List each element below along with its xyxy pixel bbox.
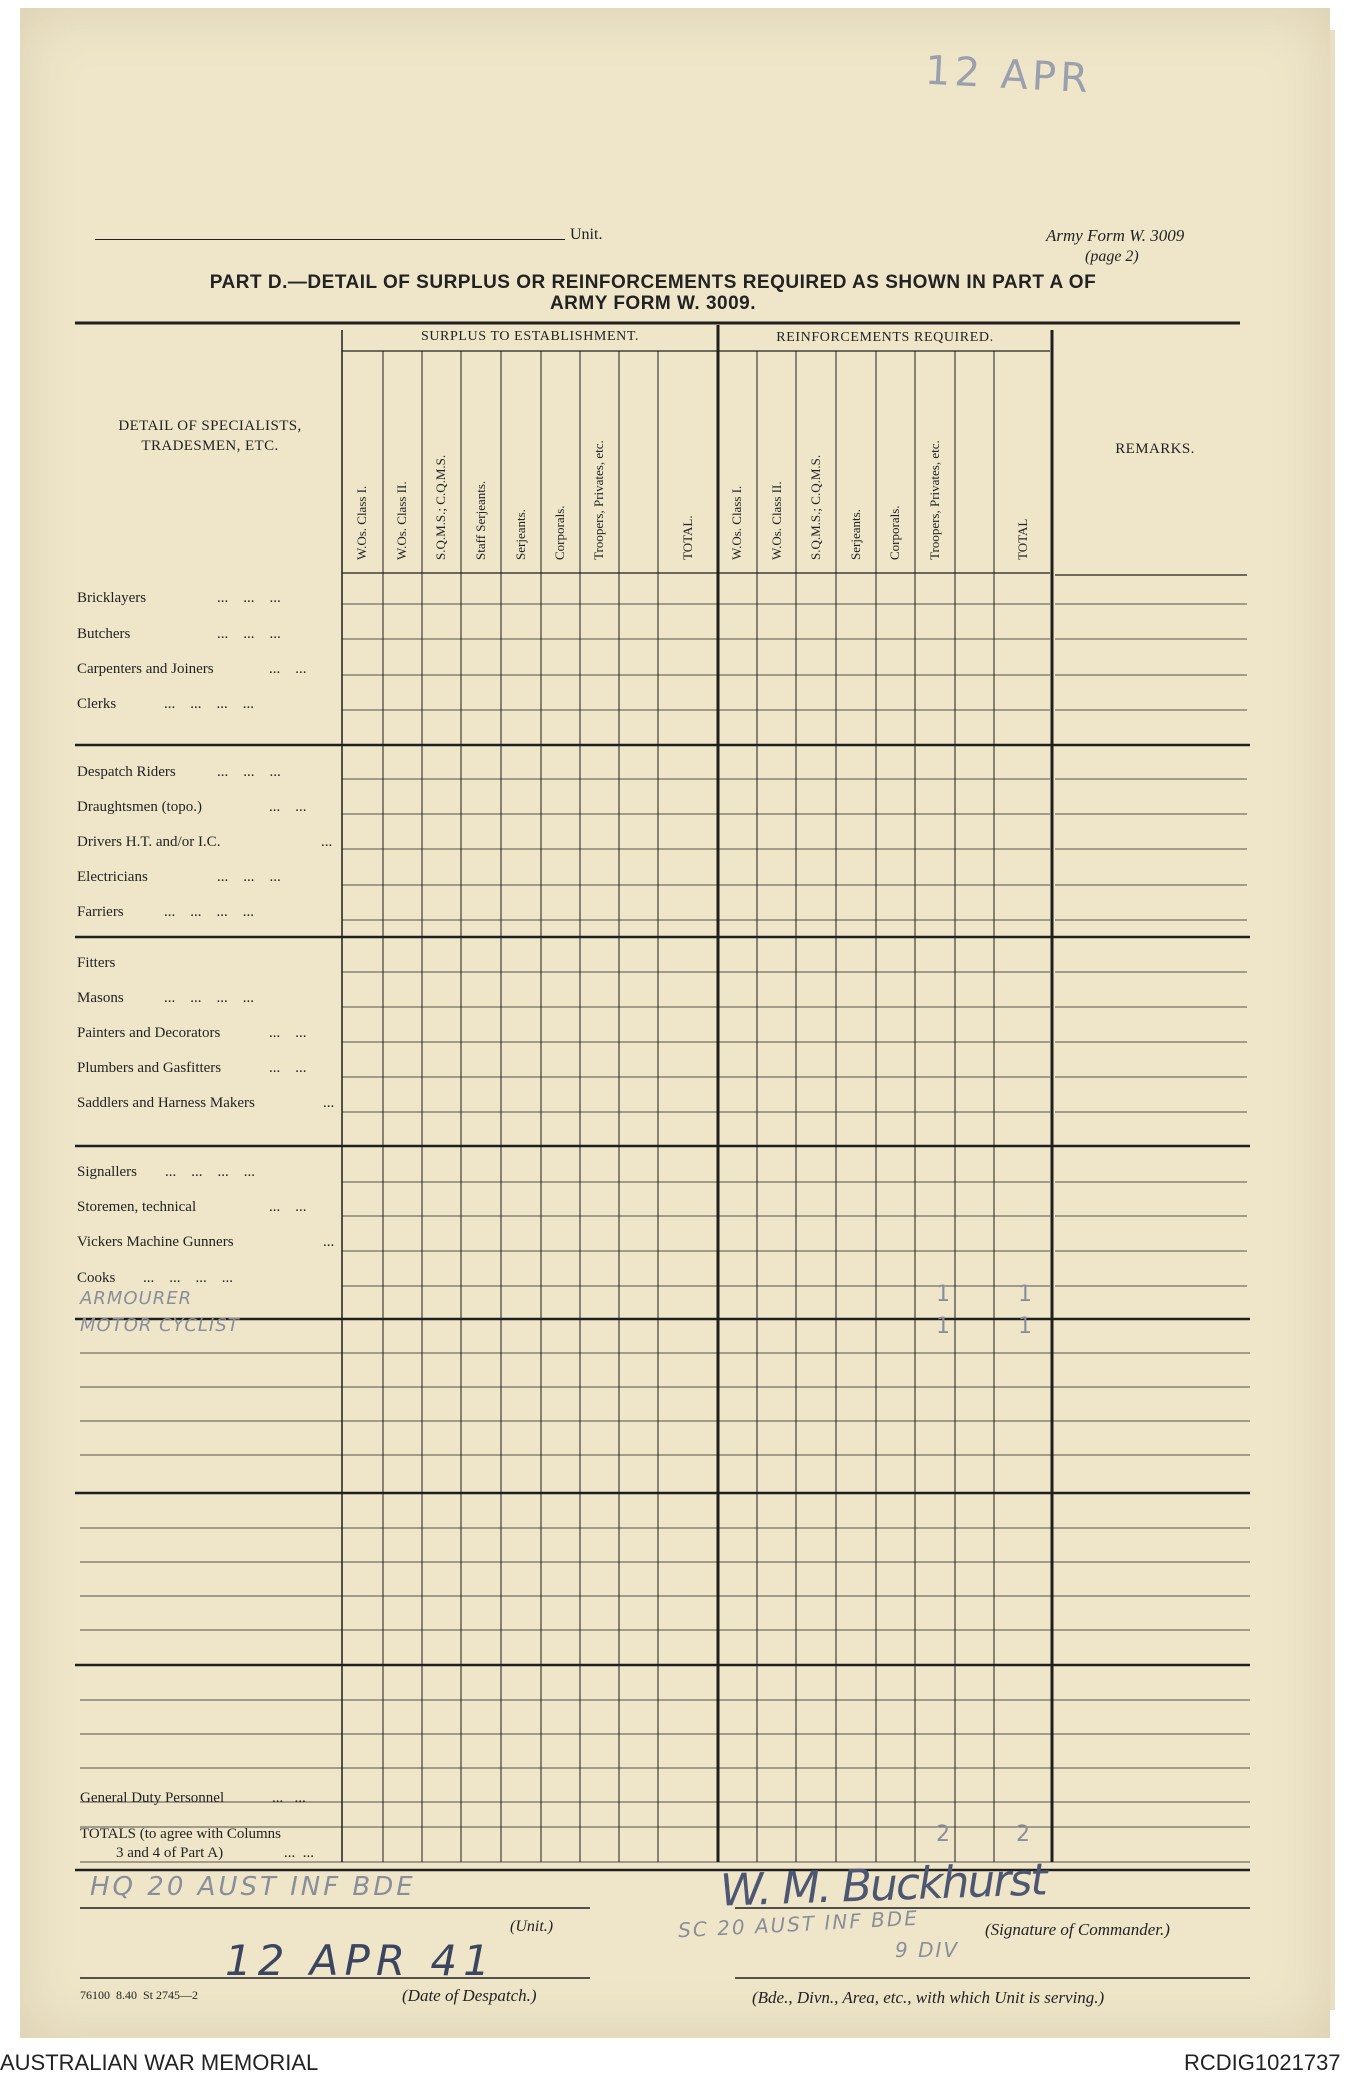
leader-dots: ... ... ... xyxy=(217,590,281,606)
row-label-vickers xyxy=(77,1234,335,1251)
row-label-plumbers xyxy=(77,1060,307,1077)
surplus-col-sqms: S.Q.M.S.; C.Q.M.S. xyxy=(433,454,448,560)
handwritten-cyclist-troopers: 1 xyxy=(936,1314,950,1339)
date-caption: (Date of Despatch.) xyxy=(402,1986,537,2005)
remarks-header: REMARKS. xyxy=(1115,441,1195,457)
leader-dots: ... ... xyxy=(269,1025,307,1041)
row-label-despatch-riders xyxy=(77,764,281,781)
reinf-col-troopers: Troopers, Privates, etc. xyxy=(927,440,942,560)
leader-dots: ... xyxy=(321,834,333,850)
handwritten-armourer-total: 1 xyxy=(1018,1282,1032,1307)
leader-dots: ... ... ... ... xyxy=(164,904,254,920)
print-code: 76100 8.40 St 2745—2 xyxy=(80,1988,199,2002)
date-stamp: 12 APR xyxy=(923,47,1093,103)
leader-dots: ... ... ... xyxy=(217,764,281,780)
row-label-painters xyxy=(77,1025,307,1042)
row-label-text: Masons xyxy=(77,990,124,1006)
row-label-text: Bricklayers xyxy=(77,590,147,606)
row-label-carpenters xyxy=(77,661,307,678)
row-label-text: Clerks xyxy=(77,696,117,712)
leader-dots: ... ... xyxy=(272,1790,306,1806)
leader-dots: ... ... ... ... xyxy=(164,990,254,1006)
reinf-col-total: TOTAL xyxy=(1015,518,1030,560)
handwritten-row-motor-cyclist: MOTOR CYCLIST xyxy=(80,1315,240,1336)
totals-total-value: 2 xyxy=(1016,1822,1030,1847)
row-label-clerks xyxy=(77,696,254,713)
credit-left: AUSTRALIAN WAR MEMORIAL xyxy=(0,2050,319,2075)
row-label-text: Draughtsmen (topo.) xyxy=(77,799,202,815)
row-label-text: Drivers H.T. and/or I.C. xyxy=(77,834,221,850)
formation-caption: (Bde., Divn., Area, etc., with which Unit is serving.) xyxy=(752,1988,1105,2007)
left-header-line1: DETAIL OF SPECIALISTS, xyxy=(118,418,302,434)
row-label-drivers xyxy=(77,834,333,851)
leader-dots: ... xyxy=(323,1095,335,1111)
row-label-text: Carpenters and Joiners xyxy=(77,661,214,677)
totals-dots: ... ... xyxy=(284,1845,314,1861)
row-label-text: Plumbers and Gasfitters xyxy=(77,1060,222,1076)
row-label-saddlers xyxy=(77,1095,335,1112)
row-label-text: Cooks xyxy=(77,1270,116,1286)
reinf-col-corporals: Corporals. xyxy=(887,505,902,560)
leader-dots: ... ... xyxy=(269,799,307,815)
row-label-cooks xyxy=(77,1270,233,1287)
row-label-draughtsmen xyxy=(77,799,307,816)
totals-label-line1: TOTALS (to agree with Columns xyxy=(80,1826,281,1842)
row-label-text: Vickers Machine Gunners xyxy=(77,1234,234,1250)
row-label-text: Farriers xyxy=(77,904,124,920)
handwritten-row-armourer: ARMOURER xyxy=(80,1288,193,1309)
row-label-text: Saddlers and Harness Makers xyxy=(77,1095,255,1111)
reinf-col-wos2: W.Os. Class II. xyxy=(769,481,784,560)
surplus-col-total: TOTAL. xyxy=(680,515,695,560)
leader-dots: ... ... ... ... xyxy=(143,1270,233,1286)
part-title-line2: ARMY FORM W. 3009. xyxy=(549,293,757,314)
surplus-col-serjeants: Serjeants. xyxy=(513,509,528,560)
row-label-signallers xyxy=(77,1164,255,1181)
leader-dots: ... ... xyxy=(269,1199,307,1215)
leader-dots: ... xyxy=(323,1234,335,1250)
reinf-col-sqms: S.Q.M.S.; C.Q.M.S. xyxy=(808,454,823,560)
row-label-text: Signallers xyxy=(77,1164,137,1180)
leader-dots: ... ... ... xyxy=(217,626,281,642)
date-entry-handwritten: 12 APR 41 xyxy=(225,1936,496,1985)
unit-caption: (Unit.) xyxy=(510,1918,554,1935)
surplus-col-corporals: Corporals. xyxy=(552,505,567,560)
formation-entry-line1: SC 20 AUST INF BDE xyxy=(677,1905,920,1943)
surplus-col-wos1: W.Os. Class I. xyxy=(354,485,369,560)
form-id: Army Form W. 3009 xyxy=(1046,226,1185,245)
row-label-fitters xyxy=(77,955,115,972)
row-label-text: Electricians xyxy=(77,869,148,885)
leader-dots: ... ... ... ... xyxy=(164,696,254,712)
row-label-text: General Duty Personnel xyxy=(80,1790,225,1806)
leader-dots: ... ... ... ... xyxy=(165,1164,255,1180)
left-header-line2: TRADESMEN, ETC. xyxy=(141,438,279,454)
reinf-col-wos1: W.Os. Class I. xyxy=(729,485,744,560)
surplus-col-wos2: W.Os. Class II. xyxy=(394,481,409,560)
row-label-bricklayers xyxy=(77,590,281,607)
surplus-col-staff-serjeants: Staff Serjeants. xyxy=(473,480,488,560)
leader-dots: ... ... xyxy=(269,661,307,677)
row-label-storemen xyxy=(77,1199,307,1216)
unit-entry-handwritten: HQ 20 AUST INF BDE xyxy=(90,1872,416,1902)
totals-troopers-value: 2 xyxy=(936,1822,950,1847)
reinforcements-header: REINFORCEMENTS REQUIRED. xyxy=(776,330,994,345)
surplus-col-troopers: Troopers, Privates, etc. xyxy=(591,440,606,560)
row-label-general-duty xyxy=(80,1790,306,1807)
reinf-col-serjeants: Serjeants. xyxy=(848,509,863,560)
leader-dots: ... ... xyxy=(269,1060,307,1076)
commander-signature: W. M. Buckhurst xyxy=(719,1854,1047,1917)
credit-right: RCDIG1021737 xyxy=(1184,2050,1341,2075)
row-label-masons xyxy=(77,990,254,1007)
leader-dots: ... ... ... xyxy=(217,869,281,885)
totals-label-line2: 3 and 4 of Part A) xyxy=(116,1845,224,1861)
handwritten-cyclist-total: 1 xyxy=(1018,1314,1032,1339)
form-page: (page 2) xyxy=(1085,248,1139,265)
unit-label: Unit. xyxy=(570,226,603,243)
signature-caption: (Signature of Commander.) xyxy=(985,1920,1170,1939)
row-label-farriers xyxy=(77,904,254,921)
part-title-line1: PART D.—DETAIL OF SURPLUS OR REINFORCEMENTS REQUIRED AS SHOWN IN PART A OF xyxy=(209,272,1097,293)
row-label-text: Storemen, technical xyxy=(77,1199,197,1215)
row-label-text: Butchers xyxy=(77,626,131,642)
row-label-butchers xyxy=(77,626,281,643)
archive-credit-bar xyxy=(0,2042,1370,2082)
handwritten-armourer-troopers: 1 xyxy=(936,1282,950,1307)
formation-entry-line2: 9 DIV xyxy=(895,1938,960,1962)
row-label-electricians xyxy=(77,869,281,886)
row-label-text: Painters and Decorators xyxy=(77,1025,221,1041)
surplus-header: SURPLUS TO ESTABLISHMENT. xyxy=(420,329,640,344)
row-label-text: Fitters xyxy=(77,955,116,971)
row-label-text: Despatch Riders xyxy=(77,764,176,780)
